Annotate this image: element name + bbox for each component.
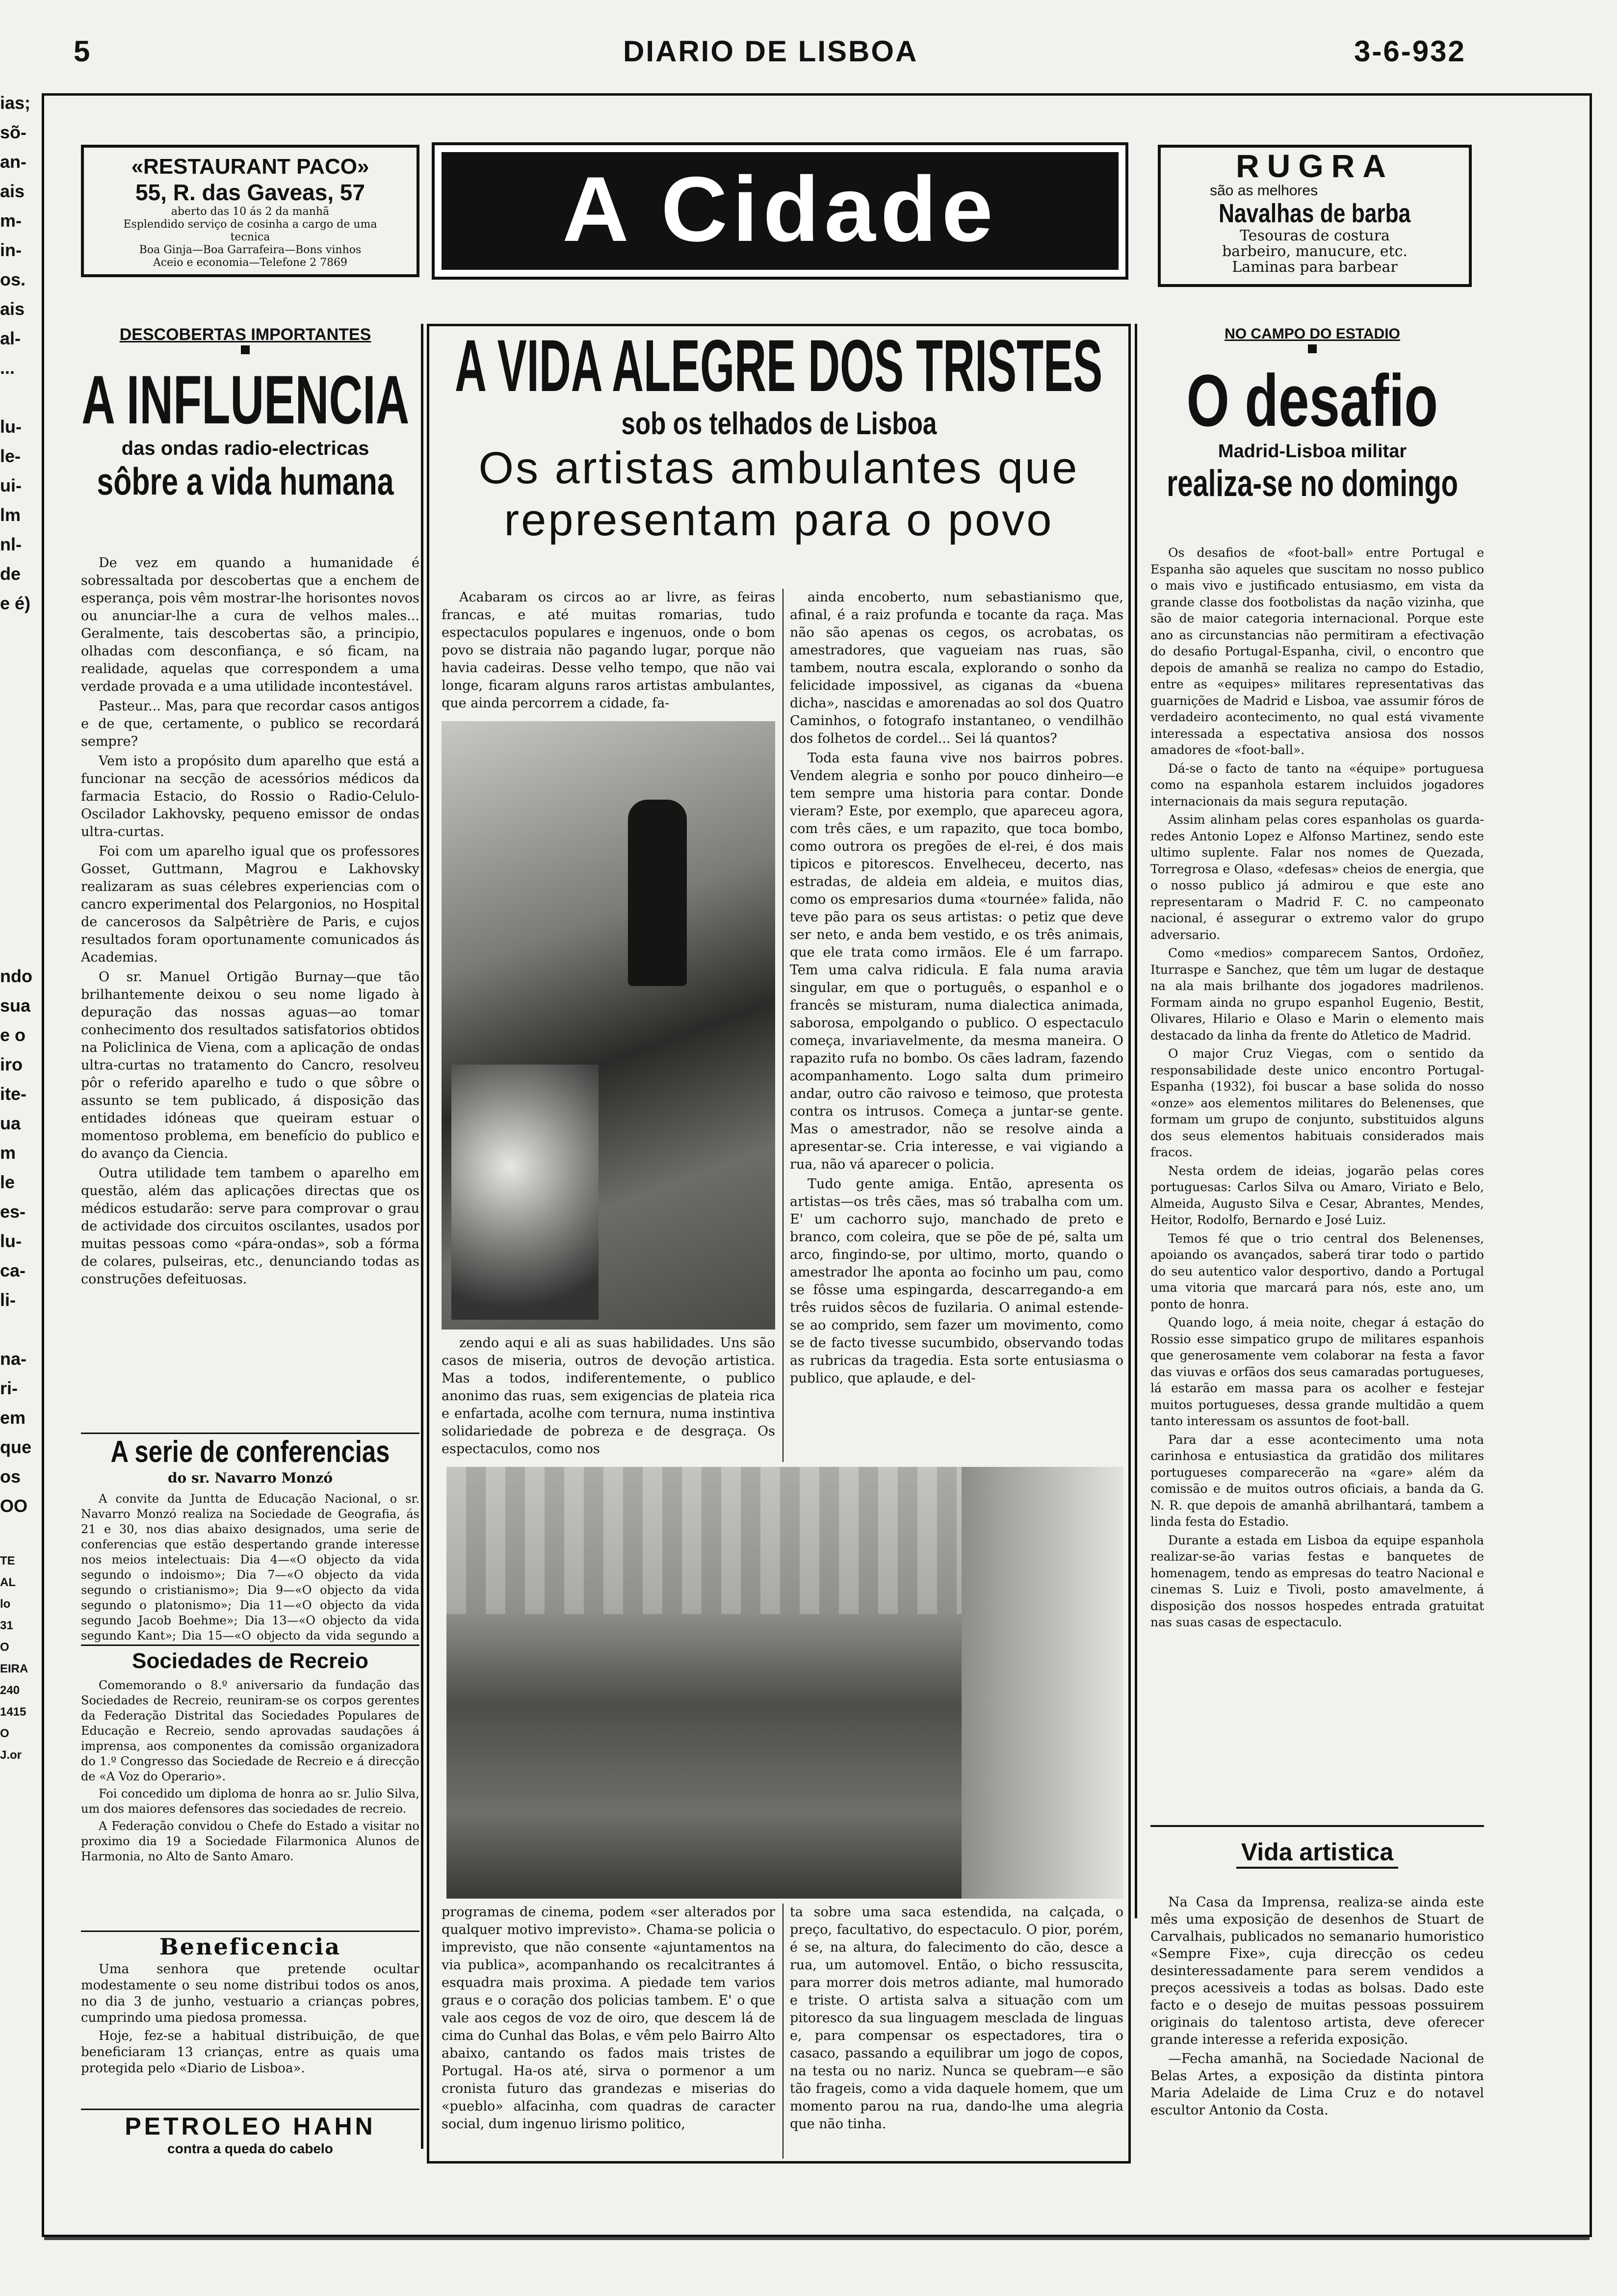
section-title: A Cidade bbox=[562, 157, 998, 261]
deck: Madrid-Lisboa militar bbox=[1218, 441, 1407, 462]
vida-artistica-body: Na Casa da Imprensa, realiza-se ainda este mês uma exposição de desenhos de Stuart de Carvalhais, publicados no semanario humoristico «Sempre Fixe», cuja direcção os cedeu desinteressadamente para serem vendidos a preços acessiveis a todas as bolsas. Dado este facto e o desejo de muitas pessoas possuirem originais do talentoso artista, deve oferecer grande interesse a referida exposição. —Fecha amanhã, na Sociedade Nacional de Belas Artes, a exposição da distinta pintora Maria Adelaide de Lima Cruz e do notavel escultor Antonio da Costa. bbox=[1150, 1895, 1484, 2118]
headline: O desafio bbox=[1186, 359, 1438, 442]
newspaper-name: DIARIO DE LISBOA bbox=[623, 35, 918, 68]
restaurant-paco-ad: «RESTAURANT PACO» 55, R. das Gaveas, 57 aberto das 10 ás 2 da manhã Esplendido serviço de cosinha a cargo de uma tecnica Boa Ginja—Boa Garrafeira—Bons vinhos Aceio e economia—Telefone 2 7869 bbox=[81, 145, 419, 277]
headline: A VIDA ALEGRE DOS TRISTES bbox=[455, 324, 1103, 407]
beneficencia-body: Uma senhora que pretende ocultar modestamente o seu nome distribui todos os anos, no dia 3 de junho, vestuario a crianças pobres, cumprindo uma piedosa promessa. Hoje, fez-se a habitual distribuição, de que beneficiaram 13 crianças, entre as quais uma protegida pelo «Diario de Lisboa». bbox=[81, 1962, 419, 2076]
subhead: Os artistas ambulantes que representam para o povo bbox=[478, 443, 1079, 545]
center-article-header bbox=[429, 326, 1128, 546]
right-article-body: Os desafios de «foot-ball» entre Portugal e Espanha são aqueles que suscitam no nosso publico o mais vivo e justificado entusiasmo, em vista da grande classe dos footbolistas da nação vizinha, que são de maior categoria internacional. Porque este ano as circunstancias não permitiram a efectivação do desafio Portugal-Espanha, civil, o encontro que depois de amanhã se realiza no campo do Estadio, entre as «equipes» militares representativas das guarnições de Madrid e Lisboa, vae assumir fóros de verdadeiro acontecimento, no qual está vivamente interessada a espectativa ansiosa dos nossos amadores de «foot-ball». Dá-se o facto de tanto na «équipe» portuguesa como na espanhola estarem incluidos jogadores internacionais da mais segura reputação. Assim alinham pelas cores espanholas os guarda-redes Antonio Lopez e Alfonso Martinez, sendo este ultimo suplente. Falar nos nomes de Quezada, Torregrosa e Olaso, «defesas» cheios de energia, que o nosso publico já admirou e que este ano representaram o Madrid F. C. no campeonato nacional, é assegurar o extremo valor do grupo adversario. Como «medios» comparecem Santos, Ordoñez, Iturraspe e Sanchez, que têm um lugar de destaque na ala mais brilhante dos jogadores madrilenos. Formam ainda no grupo espanhol Eugenio, Bestit, Olivares, Hilario e Olaso e Marin o elemento mais destacado da linha da frente do Atletico de Madrid. O major Cruz Viegas, com o sentido da responsabilidade deste unico encontro Portugal-Espanha (1932), foi buscar a base solida do nosso «onze» aos elementos militares do Belenenses, que formam um grupo de conjunto, substituidos alguns dos seus elementos habituais considerados mais fracos. Nesta ordem de ideias, jogarão pelas cores portuguesas: Carlos Silva ou Amaro, Viriato e Belo, Almeida, Augusto Silva e Cesar, Abrantes, Mendes, Heitor, Rodolfo, Bernardo e José Luiz. Temos fé que o trio central dos Belenenses, apoiando os avançados, saberá tirar todo o partido do seu autentico valor desportivo, dando a Portugal uma vitoria que marcará para nós, este ano, um ponto de honra. Quando logo, á meia noite, chegar á estação do Rossio esse simpatico grupo de militares espanhois que generosamente vem colaborar na festa a favor das viuvas e orfãos dos seus camaradas portugueses, lá estarão em massa para os acolher e festejar muitos portugueses, dessa grande multidão a quem tanto interessam os assuntos de foot-ball. Para dar a esse acontecimento uma nota carinhosa e entusiastica da gratidão dos militares portugueses comparecerão na «gare» além da comissão e de muitos outros oficiais, a banda da G. N. R. que depois de amanhã abrilhantará, tambem a linda festa do Estadio. Durante a estada em Lisboa da equipe espanhola realizar-se-ão varias festas e banquetes de homenagem, tendo as empresas do teatro Nacional e cinemas S. Luiz e Tivoli, posto amavelmente, á disposição dos nossos hospedes entrada gratuitat nas suas casas de espectaculo. bbox=[1150, 546, 1484, 1629]
headline: Vida artistica bbox=[1236, 1837, 1398, 1869]
section-banner bbox=[432, 142, 1128, 280]
conferencias-header bbox=[81, 1435, 419, 1487]
street-crowd-photo bbox=[446, 1467, 1123, 1899]
center-bottom-col1: programas de cinema, podem «ser alterados por qualquer motivo imprevisto». Chama-se policia o imprevisto, que não consente «ajuntamentos na via publica», acompanhando os recalcitrantes á esquadra mais proxima. A piedade tem varios graus e o coração dos policias tambem. E' o que vale aos cegos de voz de oiro, que descem lá de cima do Cunhal das Bolas, e vêm pelo Bairro Alto abaixo, cantando os fados mais tristes de Portugal. Ha-os até, sirva o pormenor a um cronista futuro das grandezas e miserias do «pueblo» alfacinha, com quadras de caracter social, dum ingenuo lirismo politico, bbox=[442, 1905, 775, 2132]
deck: das ondas radio-electricas bbox=[121, 438, 369, 459]
crowd-silhouette bbox=[451, 1065, 599, 1320]
center-col2: ainda encoberto, num sebastianismo que, afinal, é a raiz profunda e tocante da raça. Mas não são apenas os cegos, os acrobatas, os amestradores, que vagueiam nas ruas, são tambem, noutra escala, explorando o sonho da felicidade impossivel, as ciganas da «buena dicha», nascidas e amorenadas ao sol dos Quatro Caminhos, o fotografo instantaneo, o vendilhão dos folhetos de cordel... Sei lá quantos? Toda esta fauna vive nos bairros pobres. Vendem alegria e sonho por pouco dinheiro—e tem sempre uma historia para contar. Donde vieram? Este, por exemplo, que apareceu agora, com três cães, e um rapazito, que toca bombo, como outrora os pregões de el-rei, é dos mais tipicos e pitorescos. Envelheceu, decerto, nas estradas, de aldeia em aldeia, e muitos dias, como os empresarios duma «tournée» falida, não teve pão para os seus artistas: o petiz que deve ser neto, e anda bem vestido, e os três animais, que ele trata como irmãos. Ele é um farrapo. Tem uma calva ridicula. E fala numa aravia singular, em que o português, o espanhol e o francês se misturam, numa dialectica animada, saborosa, empolgando o publico. O espectaculo começa, invariavelmente, da mesma maneira. O rapazito rufa no bombo. Os cães ladram, fazendo acompanhamento. Logo salta dum primeiro andar, outro cão raivoso e teimoso, que protesta contra os intrusos. Começa a juntar-se gente. Mas o amestrador, não se resolve ainda a apresentar-se. Cria interesse, e vai vigiando a rua, não vá aparecer o policia. Tudo gente amiga. Então, apresenta os artistas—os três cães, mas só trabalha com um. E' um cachorro sujo, manchado de preto e branco, com coleira, que se põe de pé, salta um arco, fingindo-se, por ultimo, morto, quando o amestrador lhe aponta ao focinho um pau, como se fôsse uma espingarda, descarregando-a em três ruidos sêcos de fuzilaria. O animal estende-se ao comprido, sem fazer um movimento, como se de facto tivesse sucumbido, observando todas as rubricas da tragedia. Esta sorte entusiasma o publico, que aplaude, e del- bbox=[790, 590, 1123, 1386]
subhead: realiza-se no domingo bbox=[1167, 463, 1458, 504]
deck: sob os telhados de Lisboa bbox=[621, 406, 937, 441]
center-col1-bottom: zendo aqui e ali as suas habilidades. Uns são casos de miseria, outros de devoção artistica. Mas a todos, indiferentemente, o publico anonimo das ruas, sem exigencias de plateia rica e enfartada, acolhe com ternura, numa instintiva solidariedade de pobreza e de desgraça. Os espectaculos, como nos bbox=[442, 1335, 775, 1457]
figure-silhouette bbox=[628, 800, 687, 986]
ad-title: «RESTAURANT PACO» bbox=[131, 155, 369, 179]
conferencias-body: A convite da Juntta de Educação Nacional, o sr. Navarro Monzó realiza na Sociedade de Geografia, ás 21 e 30, nos dias abaixo designados, uma serie de conferencias que estão despertando grande interesse nos meios intelectuais: Dia 4—«O objecto da vida segundo o indoismo»; Dia 7—«O objecto da vida segundo o cristianismo»; Dia 9—«O objecto da vida segundo o platonismo»; Dia 11—«O objecto da vida segundo Jacob Boehme»; Dia 13—«O objecto da vida segundo Kant»; Dia 15—«O objecto da vida segundo a bbox=[81, 1492, 419, 1643]
column-rule bbox=[1135, 324, 1137, 1918]
margin-fragments: ias; sõ- an- ais m- in- os. ais al- ... lu- le- ui- lm nl- de e é) ndo sua e o iro ite- ua m le es- lu- ca- li- na- ri- em que os OO TE AL lo 31 O EIRA 240 1415 O J.or bbox=[0, 93, 32, 1762]
subhead: do sr. Navarro Monzó bbox=[167, 1470, 333, 1486]
separator-square bbox=[1308, 344, 1317, 353]
left-article-header bbox=[74, 324, 417, 502]
right-article-header bbox=[1141, 324, 1484, 504]
kicker: DESCOBERTAS IMPORTANTES bbox=[119, 325, 371, 344]
rugra-ad: RUGRA são as melhores Navalhas de barba Tesouras de costura barbeiro, manucure, etc. Laminas para barbear bbox=[1158, 145, 1472, 287]
page-number: 5 bbox=[74, 35, 92, 68]
center-bottom-col2: ta sobre uma saca estendida, na calçada, o preço, facultativo, do espectaculo. O pior, porém, é se, na altura, do falecimento do cão, desce a rua, um automovel. Então, o bicho ressuscita, para morrer dois metros adiante, mal humorado e triste. O artista salva a situação com um pitoresco da sua linguagem mesclada de linguas e, para compensar os espectadores, tira o casaco, passando a equilibrar um jogo de copos, na testa ou no nariz. Nunca se quebram—e são tão frageis, como a vida daquele homem, que um momento parou na rua, dando-lhe uma alegria que não tinha. bbox=[790, 1905, 1123, 2132]
subhead: sôbre a vida humana bbox=[97, 460, 394, 503]
sociedades-headline: Sociedades de Recreio bbox=[132, 1649, 368, 1673]
street-performer-photo bbox=[442, 721, 775, 1330]
beneficencia-headline: Beneficencia bbox=[159, 1933, 341, 1960]
center-col1-top: Acabaram os circos ao ar livre, as feiras francas, e até muitas romarias, tudo espectaculos populares e ingenuos, onde o bom povo se distraia não pagando lugar, porque não havia cadeiras. Desse velho tempo, que não vai longe, ficaram alguns raros artistas ambulantes, que ainda percorrem a cidade, fa- bbox=[442, 590, 775, 711]
column-rule bbox=[421, 324, 423, 2149]
headline: A serie de conferencias bbox=[110, 1435, 390, 1469]
separator-square bbox=[241, 345, 250, 354]
bottom-rule bbox=[44, 2237, 1590, 2240]
headline: A INFLUENCIA bbox=[81, 361, 410, 438]
left-article-body: De vez em quando a humanidade é sobressaltada por descobertas que a enchem de esperança, pois vêm mostrar-lhe horisontes novos ou anunciar-lhe a cura de velhos males... Geralmente, tais descobertas são, a principio, olhadas com desconfiança, e só ficam, na realidade, aquelas que correspondem a uma verdade provada e a uma utilidade incontestável. Pasteur... Mas, para que recordar casos antigos e de que, certamente, o publico se recordará sempre? Vem isto a propósito dum aparelho que está a funcionar na secção de acessórios médicos da farmacia Estacio, do Rossio o Radio-Celulo-Oscilador Lakhovsky, pequeno emissor de ondas ultra-curtas. Foi com um aparelho igual que os professores Gosset, Guttmann, Magrou e Lakhovsky realizaram as suas célebres experiencias com o cancro experimental dos Pelargonios, no Hospital de cancerosos da Salpêtrière de Paris, e cujos resultados foram oportunamente comunicados ás Academias. O sr. Manuel Ortigão Burnay—que tão brilhantemente deixou o seu nome ligado à depuração das nossas aguas—ao tomar conhecimento dos resultados satisfatorios obtidos na Policlinica de Viena, com a aplicação de ondas ultra-curtas no tratamento do Cancro, resolveu pôr o referido aparelho e tudo o que sôbre o assunto se tem publicado, á disposição das entidades idóneas que queiram estuar o momentoso problema, em benefício do publico e do avanço da Ciencia. Outra utilidade tem tambem o aparelho em questão, além das aplicações directas que os médicos estudarão: serve para comprovar o grau de actividade dos circuitos oscilantes, usados por muitas pessoas como «pára-ondas», sob a fórma de colares, pulseiras, etc., denunciando todas as construções defeituosas. bbox=[81, 555, 419, 1287]
issue-date: 3-6-932 bbox=[1354, 35, 1466, 68]
sociedades-body: Comemorando o 8.º aniversario da fundação das Sociedades de Recreio, reuniram-se os corpos gerentes da Federação Distrital das Sociedades Populares de Educação e Recreio, sendo aprovadas saudações á imprensa, aos componentes da comissão organizadora do 1.º Congresso das Sociedade de Recreio e á direcção de «A Voz do Operario». Foi concedido um diploma de honra ao sr. Julio Silva, um dos maiores defensores das sociedades de recreio. A Federação convidou o Chefe do Estado a visitar no proximo dia 19 a Sociedade Filarmonica Alunos de Harmonia, no Alto de Santo Amaro. bbox=[81, 1678, 419, 1863]
ad-address: 55, R. das Gaveas, 57 bbox=[135, 180, 365, 205]
wall bbox=[962, 1467, 1123, 1899]
kicker: NO CAMPO DO ESTADIO bbox=[1225, 326, 1400, 342]
petroleo-hahn-ad: PETROLEO HAHN contra a queda do cabelo bbox=[125, 2113, 376, 2156]
vida-artistica-header bbox=[1150, 1837, 1484, 1869]
